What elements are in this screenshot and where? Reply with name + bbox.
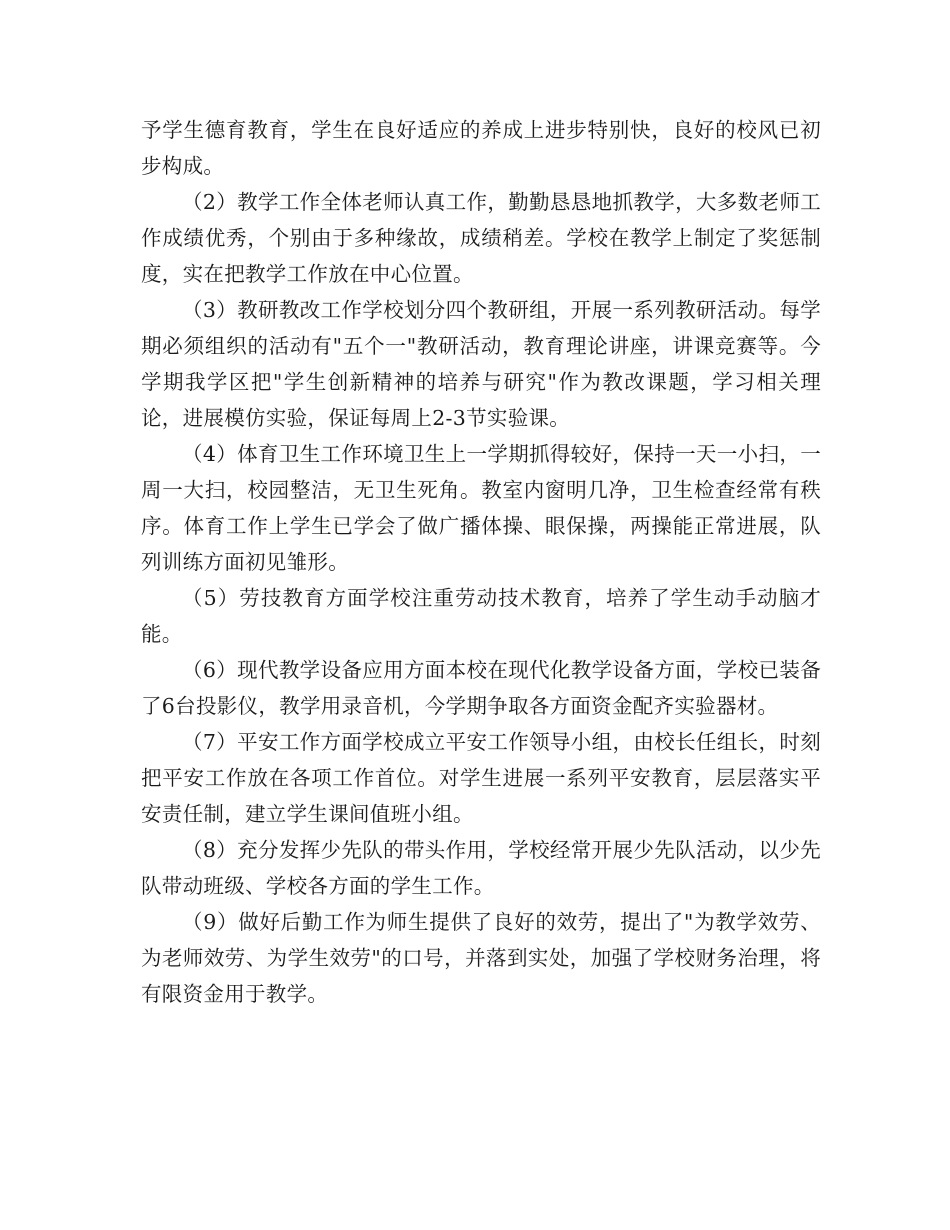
paragraph-safety-work: （7）平安工作方面学校成立平安工作领导小组，由校长任组长，时刻把平安工作放在各项工作首位。对学生进展一系列平安教育，层层落实平安责任制，建立学生课间值班小组。 — [141, 730, 821, 826]
paragraph-modern-equipment: （6）现代教学设备应用方面本校在现代化教学设备方面，学校已装备了6台投影仪，教学用录音机，今学期争取各方面资金配齐实验器材。 — [141, 658, 821, 718]
paragraph-sports-hygiene: （4）体育卫生工作环境卫生上一学期抓得较好，保持一天一小扫，一周一大扫，校园整洁，无卫生死角。教室内窗明几净，卫生检查经常有秩序。体育工作上学生已学会了做广播体操、眼保操，两操能正常进展，队列训练方面初见雏形。 — [141, 442, 821, 574]
paragraph-continuation: 予学生德育教育，学生在良好适应的养成上进步特别快，良好的校风已初步构成。 — [141, 118, 821, 178]
paragraph-teaching-work: （2）教学工作全体老师认真工作，勤勤恳恳地抓教学，大多数老师工作成绩优秀，个别由于多种缘故，成绩稍差。学校在教学上制定了奖惩制度，实在把教学工作放在中心位置。 — [141, 190, 821, 286]
paragraph-labor-education: （5）劳技教育方面学校注重劳动技术教育，培养了学生动手动脑才能。 — [141, 586, 821, 646]
document-body — [141, 112, 821, 1012]
paragraph-teaching-research: （3）教研教改工作学校划分四个教研组，开展一系列教研活动。每学期必须组织的活动有"五个一"教研活动，教育理论讲座，讲课竞赛等。今学期我学区把"学生创新精神的培养与研究"作为教改课题，学习相关理论，进展模仿实验，保证每周上2-3节实验课。 — [141, 298, 821, 430]
paragraph-logistics: （9）做好后勤工作为师生提供了良好的效劳，提出了"为教学效劳、为老师效劳、为学生效劳"的口号，并落到实处，加强了学校财务治理，将有限资金用于教学。 — [141, 910, 821, 1006]
paragraph-young-pioneers: （8）充分发挥少先队的带头作用，学校经常开展少先队活动，以少先队带动班级、学校各方面的学生工作。 — [141, 838, 821, 898]
